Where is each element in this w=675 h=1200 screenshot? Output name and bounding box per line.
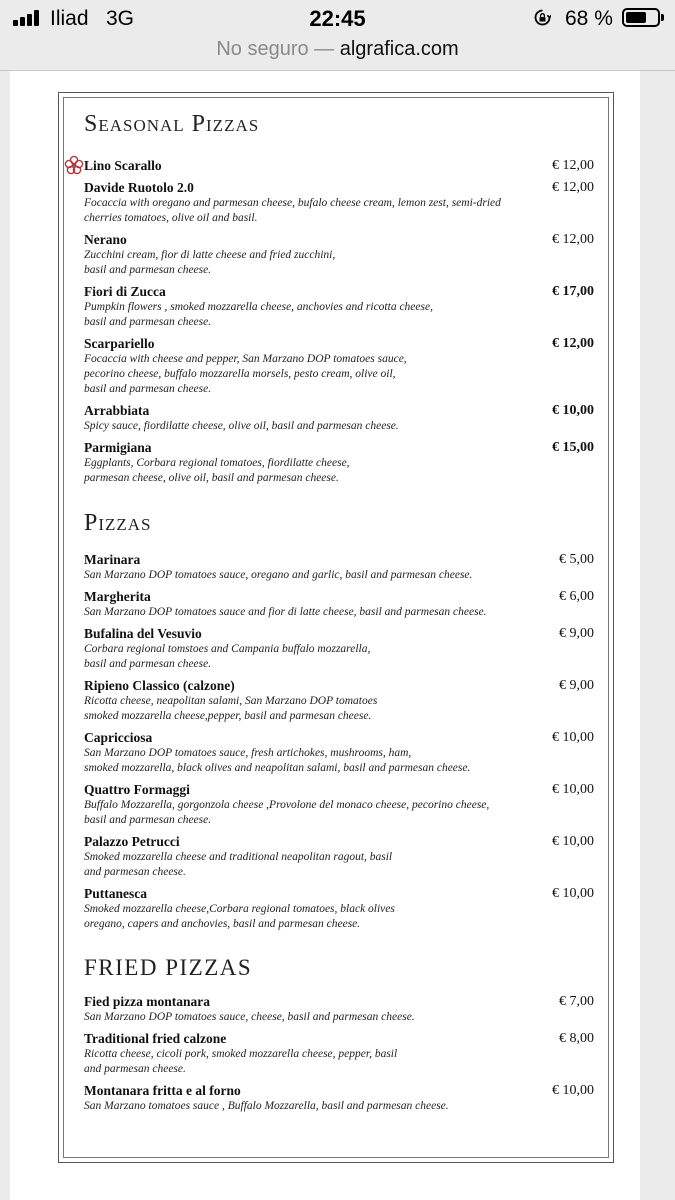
menu-item-price: € 10,00 [552, 1083, 594, 1098]
menu-content [84, 108, 594, 1120]
menu-item-description: Focaccia with oregano and parmesan cheese, bufalo cheese cream, lemon zest, semi-dried cherries tomatoes, olive oil and basil. [84, 197, 501, 224]
menu-item-price: € 15,00 [552, 440, 594, 455]
menu-item [84, 440, 594, 486]
menu-item-name: Arrabbiata [84, 403, 150, 418]
network-type: 3G [106, 7, 135, 30]
menu-item-header [84, 180, 594, 196]
menu-item-header [84, 626, 594, 642]
menu-item-name-wrap [84, 678, 235, 694]
menu-item-header [84, 158, 594, 174]
menu-item-header [84, 232, 594, 248]
menu-item [84, 782, 594, 828]
section-title-fried: FRIED PIZZAS [84, 955, 253, 980]
menu-item-description: Ricotta cheese, neapolitan salami, San Marzano DOP tomatoes smoked mozzarella cheese,pepper, basil and parmesan cheese. [84, 695, 378, 722]
address-bar[interactable] [0, 36, 675, 70]
section-title-seasonal: Seasonal Pizzas [84, 111, 260, 137]
menu-item-name-wrap [84, 1031, 226, 1047]
menu-item-name: Quattro Formaggi [84, 782, 190, 797]
menu-item-price: € 7,00 [559, 994, 594, 1009]
menu-item-description: San Marzano DOP tomatoes sauce, oregano and garlic, basil and parmesan cheese. [84, 569, 473, 581]
menu-item-name: Lino Scarallo [84, 158, 162, 173]
menu-item-price: € 12,00 [552, 336, 594, 351]
menu-item-name-wrap [84, 158, 162, 174]
menu-item-price: € 10,00 [552, 886, 594, 901]
menu-item-header [84, 440, 594, 456]
menu-item-header [84, 403, 594, 419]
menu-item-price: € 10,00 [552, 403, 594, 418]
menu-item-name-wrap [84, 626, 202, 642]
menu-item-header [84, 284, 594, 300]
fried-items-list [84, 994, 594, 1114]
menu-item [84, 158, 594, 174]
menu-item [84, 1083, 594, 1114]
menu-item-header [84, 1031, 594, 1047]
menu-item [84, 834, 594, 880]
menu-item-price: € 10,00 [552, 782, 594, 797]
menu-item-name: Davide Ruotolo 2.0 [84, 180, 194, 195]
menu-item [84, 1031, 594, 1077]
menu-item-price: € 12,00 [552, 158, 594, 173]
menu-item [84, 626, 594, 672]
menu-item-name: Traditional fried calzone [84, 1031, 227, 1046]
status-bar [0, 0, 675, 36]
menu-item-name: Montanara fritta e al forno [84, 1083, 241, 1098]
menu-item-name: Parmigiana [84, 440, 152, 455]
menu-item-header [84, 994, 594, 1010]
rotation-lock-icon [534, 9, 551, 26]
fried-pizzas-section [84, 954, 594, 1114]
menu-item-name-wrap [84, 589, 151, 605]
menu-item-name: Palazzo Petrucci [84, 834, 180, 849]
menu-item-price: € 9,00 [559, 626, 594, 641]
menu-item-name: Fiori di Zucca [84, 284, 166, 299]
menu-item [84, 886, 594, 932]
carrier-name: Iliad [50, 7, 89, 30]
menu-item [84, 180, 594, 226]
menu-item-description: San Marzano DOP tomatoes sauce, fresh artichokes, mushrooms, ham, smoked mozzarella, black olives and neapolitan salami, basil and parmesan cheese. [84, 747, 471, 774]
menu-item-description: Smoked mozzarella cheese,Corbara regional tomatoes, black olives oregano, capers and anchovies, basil and parmesan cheese. [84, 903, 395, 930]
menu-item-description: San Marzano tomatoes sauce , Buffalo Mozzarella, basil and parmesan cheese. [84, 1100, 449, 1112]
battery-tip [661, 14, 664, 21]
menu-item-name-wrap [84, 232, 127, 248]
menu-item-description: Buffalo Mozzarella, gorgonzola cheese ,Provolone del monaco cheese, pecorino cheese, basil and parmesan cheese. [84, 799, 490, 826]
menu-item [84, 994, 594, 1025]
menu-item-price: € 17,00 [552, 284, 594, 299]
menu-item-header [84, 1083, 594, 1099]
section-title-pizzas: Pizzas [84, 510, 152, 536]
menu-item [84, 589, 594, 620]
battery-level-fill [626, 12, 646, 23]
pizzas-items-list [84, 552, 594, 932]
menu-item-price: € 12,00 [552, 180, 594, 195]
menu-item-description: Corbara regional tomstoes and Campania buffalo mozzarella, basil and parmesan cheese. [84, 643, 371, 670]
menu-item-name: Ripieno Classico (calzone) [84, 678, 235, 693]
menu-item-description: Focaccia with cheese and pepper, San Marzano DOP tomatoes sauce, pecorino cheese, buffalo mozzarella morsels, pesto cream, olive oil, basil and parmesan cheese. [84, 353, 407, 395]
menu-item [84, 552, 594, 583]
menu-item-name: Nerano [84, 232, 127, 247]
battery-percentage: 68 % [565, 7, 613, 30]
menu-item-price: € 5,00 [559, 552, 594, 567]
url-domain: algrafica.com [339, 38, 459, 60]
menu-item-name-wrap [84, 336, 155, 352]
menu-item-name: Margherita [84, 589, 151, 604]
menu-item-name: Fied pizza montanara [84, 994, 210, 1009]
menu-item-price: € 6,00 [559, 589, 594, 604]
menu-item-name-wrap [84, 1083, 241, 1099]
menu-item-name-wrap [84, 886, 147, 902]
menu-item [84, 403, 594, 434]
security-status: No seguro — [216, 38, 340, 60]
menu-item-price: € 8,00 [559, 1031, 594, 1046]
menu-item-price: € 9,00 [559, 678, 594, 693]
battery-icon [622, 8, 660, 27]
menu-item-name: Puttanesca [84, 886, 147, 901]
menu-item-header [84, 834, 594, 850]
menu-item-name: Marinara [84, 552, 141, 567]
menu-item-header [84, 552, 594, 568]
menu-item-description: Zucchini cream, fior di latte cheese and fried zucchini, basil and parmesan cheese. [84, 249, 336, 276]
menu-item-description: Spicy sauce, fiordilatte cheese, olive oil, basil and parmesan cheese. [84, 420, 399, 432]
menu-item-description: San Marzano DOP tomatoes sauce, cheese, basil and parmesan cheese. [84, 1011, 415, 1023]
menu-item-header [84, 886, 594, 902]
pizzas-section [84, 508, 594, 932]
menu-item-description: Pumpkin flowers , smoked mozzarella cheese, anchovies and ricotta cheese, basil and parmesan cheese. [84, 301, 433, 328]
menu-item-header [84, 589, 594, 605]
seasonal-items-list [84, 158, 594, 486]
menu-item-header [84, 336, 594, 352]
menu-item-name: Capricciosa [84, 730, 153, 745]
menu-item [84, 730, 594, 776]
menu-item-name-wrap [84, 730, 152, 746]
menu-item-description: Smoked mozzarella cheese and traditional neapolitan ragout, basil and parmesan cheese. [84, 851, 393, 878]
menu-item-name-wrap [84, 284, 166, 300]
menu-item-price: € 10,00 [552, 834, 594, 849]
menu-item-name-wrap [84, 782, 190, 798]
menu-item-name-wrap [84, 994, 210, 1010]
menu-item-name: Scarpariello [84, 336, 155, 351]
menu-item-name-wrap [84, 180, 194, 196]
menu-item [84, 232, 594, 278]
menu-item-description: Eggplants, Corbara regional tomatoes, fiordilatte cheese, parmesan cheese, olive oil, basil and parmesan cheese. [84, 457, 350, 484]
clock: 22:45 [309, 6, 366, 31]
menu-item-header [84, 678, 594, 694]
flower-logo-icon [64, 155, 84, 175]
menu-item-header [84, 730, 594, 746]
menu-item-price: € 12,00 [552, 232, 594, 247]
menu-item [84, 284, 594, 330]
menu-item-name-wrap [84, 552, 140, 568]
menu-item-price: € 10,00 [552, 730, 594, 745]
menu-item [84, 336, 594, 397]
menu-item-name-wrap [84, 403, 149, 419]
menu-item [84, 678, 594, 724]
menu-item-name-wrap [84, 834, 180, 850]
menu-item-name-wrap [84, 440, 152, 456]
menu-item-name: Bufalina del Vesuvio [84, 626, 202, 641]
seasonal-pizzas-section [84, 108, 594, 486]
menu-item-description: Ricotta cheese, cicoli pork, smoked mozzarella cheese, pepper, basil and parmesan cheese. [84, 1048, 398, 1075]
menu-item-header [84, 782, 594, 798]
menu-item-description: San Marzano DOP tomatoes sauce and fior di latte cheese, basil and parmesan cheese. [84, 606, 487, 618]
